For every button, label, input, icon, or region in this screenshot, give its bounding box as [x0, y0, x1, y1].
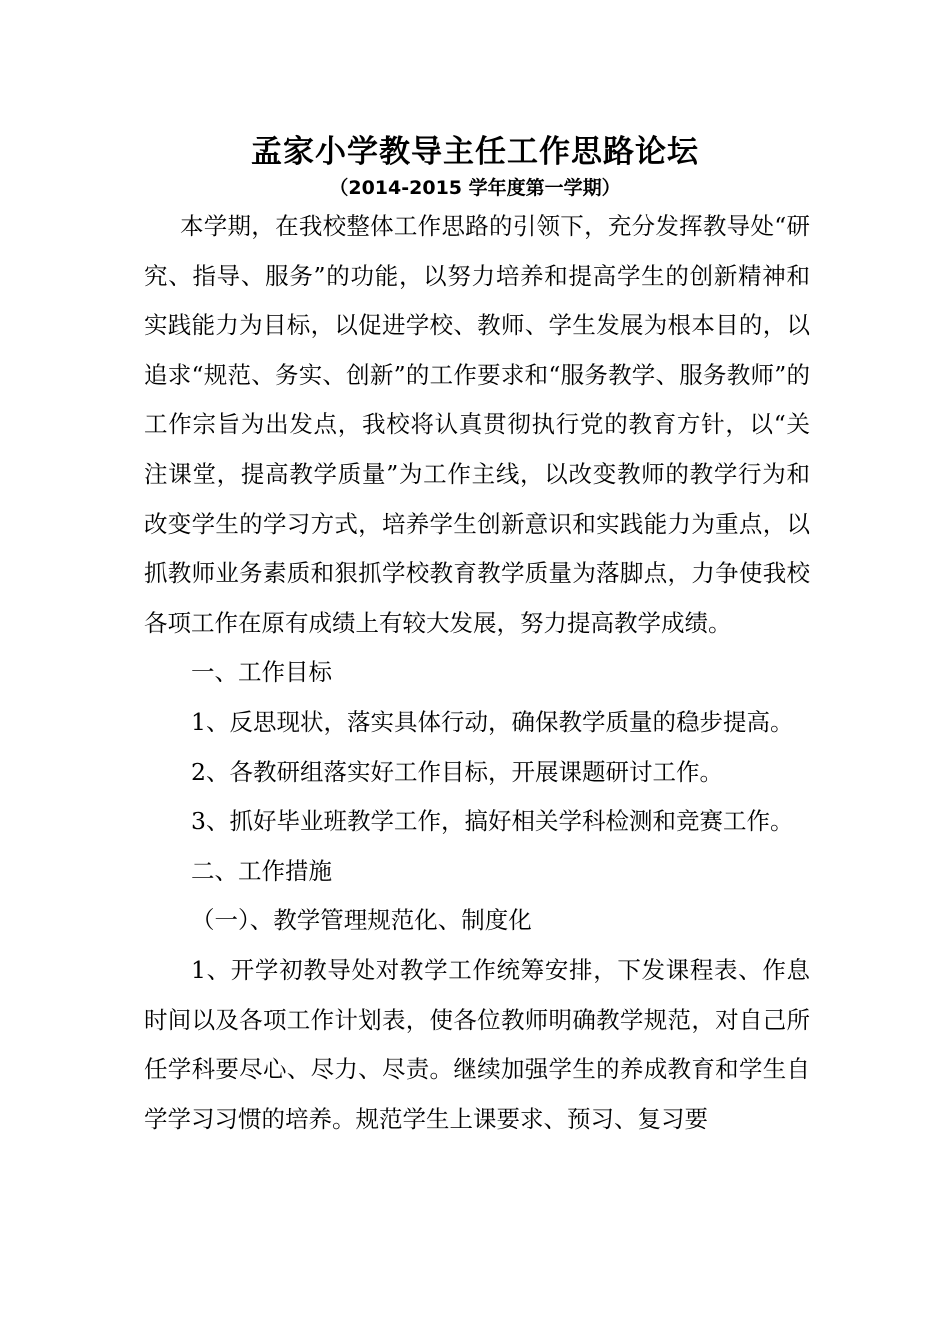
document-body	[144, 202, 810, 1144]
goal-item-3: 3、抓好毕业班教学工作，搞好相关学科检测和竞赛工作。	[191, 807, 794, 836]
document-subtitle: （2014-2015 学年度第一学期）	[329, 177, 621, 199]
goal-item-1: 1、反思现状，落实具体行动，确保教学质量的稳步提高。	[191, 707, 794, 736]
section-heading-measures: 二、工作措施	[191, 856, 332, 885]
section-heading-goals: 一、工作目标	[191, 658, 332, 687]
intro-paragraph: 本学期，在我校整体工作思路的引领下，充分发挥教导处“研究、指导、服务”的功能，以努力培养和提高学生的创新精神和实践能力为目标，以促进学校、教师、学生发展为根本目的，以追求“规范、务实、创新”的工作要求和“服务教学、服务教师”的工作宗旨为出发点，我校将认真贯彻执行党的教育方针，以“关注课堂，提高教学质量”为工作主线，以改变教师的教学行为和改变学生的学习方式，培养学生创新意识和实践能力为重点，以抓教师业务素质和狠抓学校教育教学质量为落脚点，力争使我校各项工作在原有成绩上有较大发展，努力提高教学成绩。	[144, 212, 810, 637]
document-title: 孟家小学教导主任工作思路论坛	[251, 134, 699, 170]
subsection-heading-management: （一）、教学管理规范化、制度化	[191, 906, 532, 935]
measure-item-1: 1、开学初教导处对教学工作统筹安排，下发课程表、作息时间以及各项工作计划表，使各位教师明确教学规范，对自己所任学科要尽心、尽力、尽责。继续加强学生的养成教育和学生自学学习习惯的培养。规范学生上课要求、预习、复习要	[144, 955, 810, 1133]
goal-item-2: 2、各教研组落实好工作目标，开展课题研讨工作。	[191, 757, 723, 786]
